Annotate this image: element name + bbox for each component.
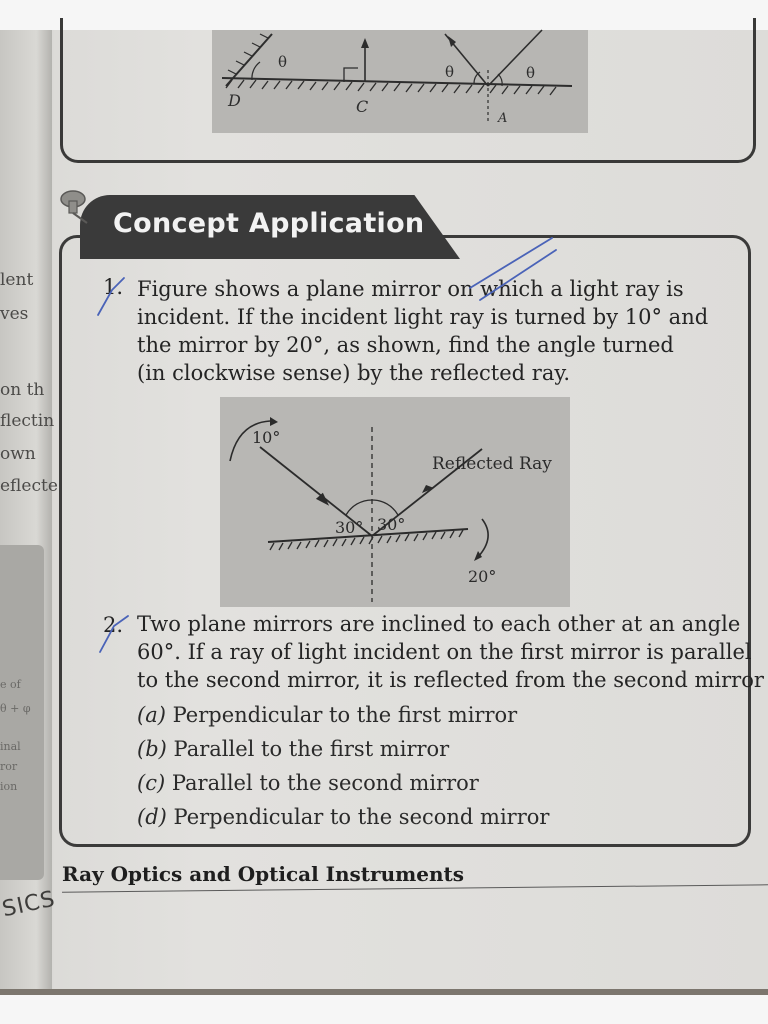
question-2-line: Two plane mirrors are inclined to each other at an angle [137, 612, 741, 636]
option-text: Parallel to the first mirror [173, 737, 450, 761]
question-2-text [137, 610, 764, 694]
top-mirror-figure [212, 30, 588, 133]
top-fig-label-c: C [356, 97, 369, 116]
option-label: (d) [137, 805, 167, 829]
top-fig-theta-1: θ [278, 53, 288, 71]
question-2-line: 60°. If a ray of light incident on the first mirror is parallel [137, 640, 752, 664]
left-page-fragment: ror [0, 760, 18, 773]
left-page-fragment: eflecte [0, 476, 58, 496]
left-page-fragment: lent [0, 270, 34, 290]
question-1-text [137, 275, 708, 387]
left-facing-page [0, 30, 58, 995]
question-1-line: (in clockwise sense) by the reflected ray. [137, 361, 571, 385]
question-2-number: 2. [103, 613, 124, 637]
option-text: Perpendicular to the second mirror [173, 805, 550, 829]
question-1-number: 1. [103, 275, 124, 299]
question-1-line: Figure shows a plane mirror on which a light ray is [137, 277, 684, 301]
left-page-fragment: ves [0, 304, 29, 324]
pushpin-icon [57, 187, 97, 227]
left-page-fragment: ion [0, 780, 18, 793]
top-fig-theta-3: θ [526, 64, 536, 82]
option-text: Parallel to the second mirror [171, 771, 479, 795]
option-b [137, 737, 449, 761]
option-label: (b) [137, 737, 167, 761]
option-c [137, 771, 479, 795]
left-page-spine-text: SICS [0, 886, 58, 923]
question-1-figure [220, 397, 570, 607]
option-label: (a) [137, 703, 166, 727]
left-page-fragment: on th [0, 380, 45, 400]
figure-label-mirror-rotation: 20° [468, 567, 497, 586]
section-title: Concept Application [113, 208, 425, 239]
left-page-fragment: θ + φ [0, 702, 31, 715]
left-page-fragment: flectin [0, 411, 55, 431]
top-fig-label-d: D [228, 91, 241, 110]
top-fig-label-a: A [498, 111, 508, 126]
figure-label-reflected-ray: Reflected Ray [432, 454, 552, 474]
textbook-photo [0, 30, 768, 995]
question-1-line: incident. If the incident light ray is turned by 10° and [137, 305, 709, 329]
option-a [137, 703, 517, 727]
book-bottom-edge [0, 989, 768, 995]
option-text: Perpendicular to the first mirror [172, 703, 518, 727]
option-label: (c) [137, 771, 166, 795]
chapter-footer: Ray Optics and Optical Instruments [62, 862, 465, 886]
question-1-line: the mirror by 20°, as shown, find the angle turned [137, 333, 674, 357]
question-2-line: to the second mirror, it is reflected from the second mirror [137, 668, 764, 692]
left-page-fragment: inal [0, 740, 21, 753]
top-fig-theta-2: θ [445, 63, 455, 81]
figure-label-incident-rotation: 10° [252, 428, 281, 447]
figure-label-angle-left: 30° [335, 518, 364, 537]
figure-label-angle-right: 30° [377, 515, 406, 534]
option-d [137, 805, 549, 829]
left-page-fragment: e of [0, 678, 21, 691]
left-page-fragment: own [0, 444, 36, 464]
